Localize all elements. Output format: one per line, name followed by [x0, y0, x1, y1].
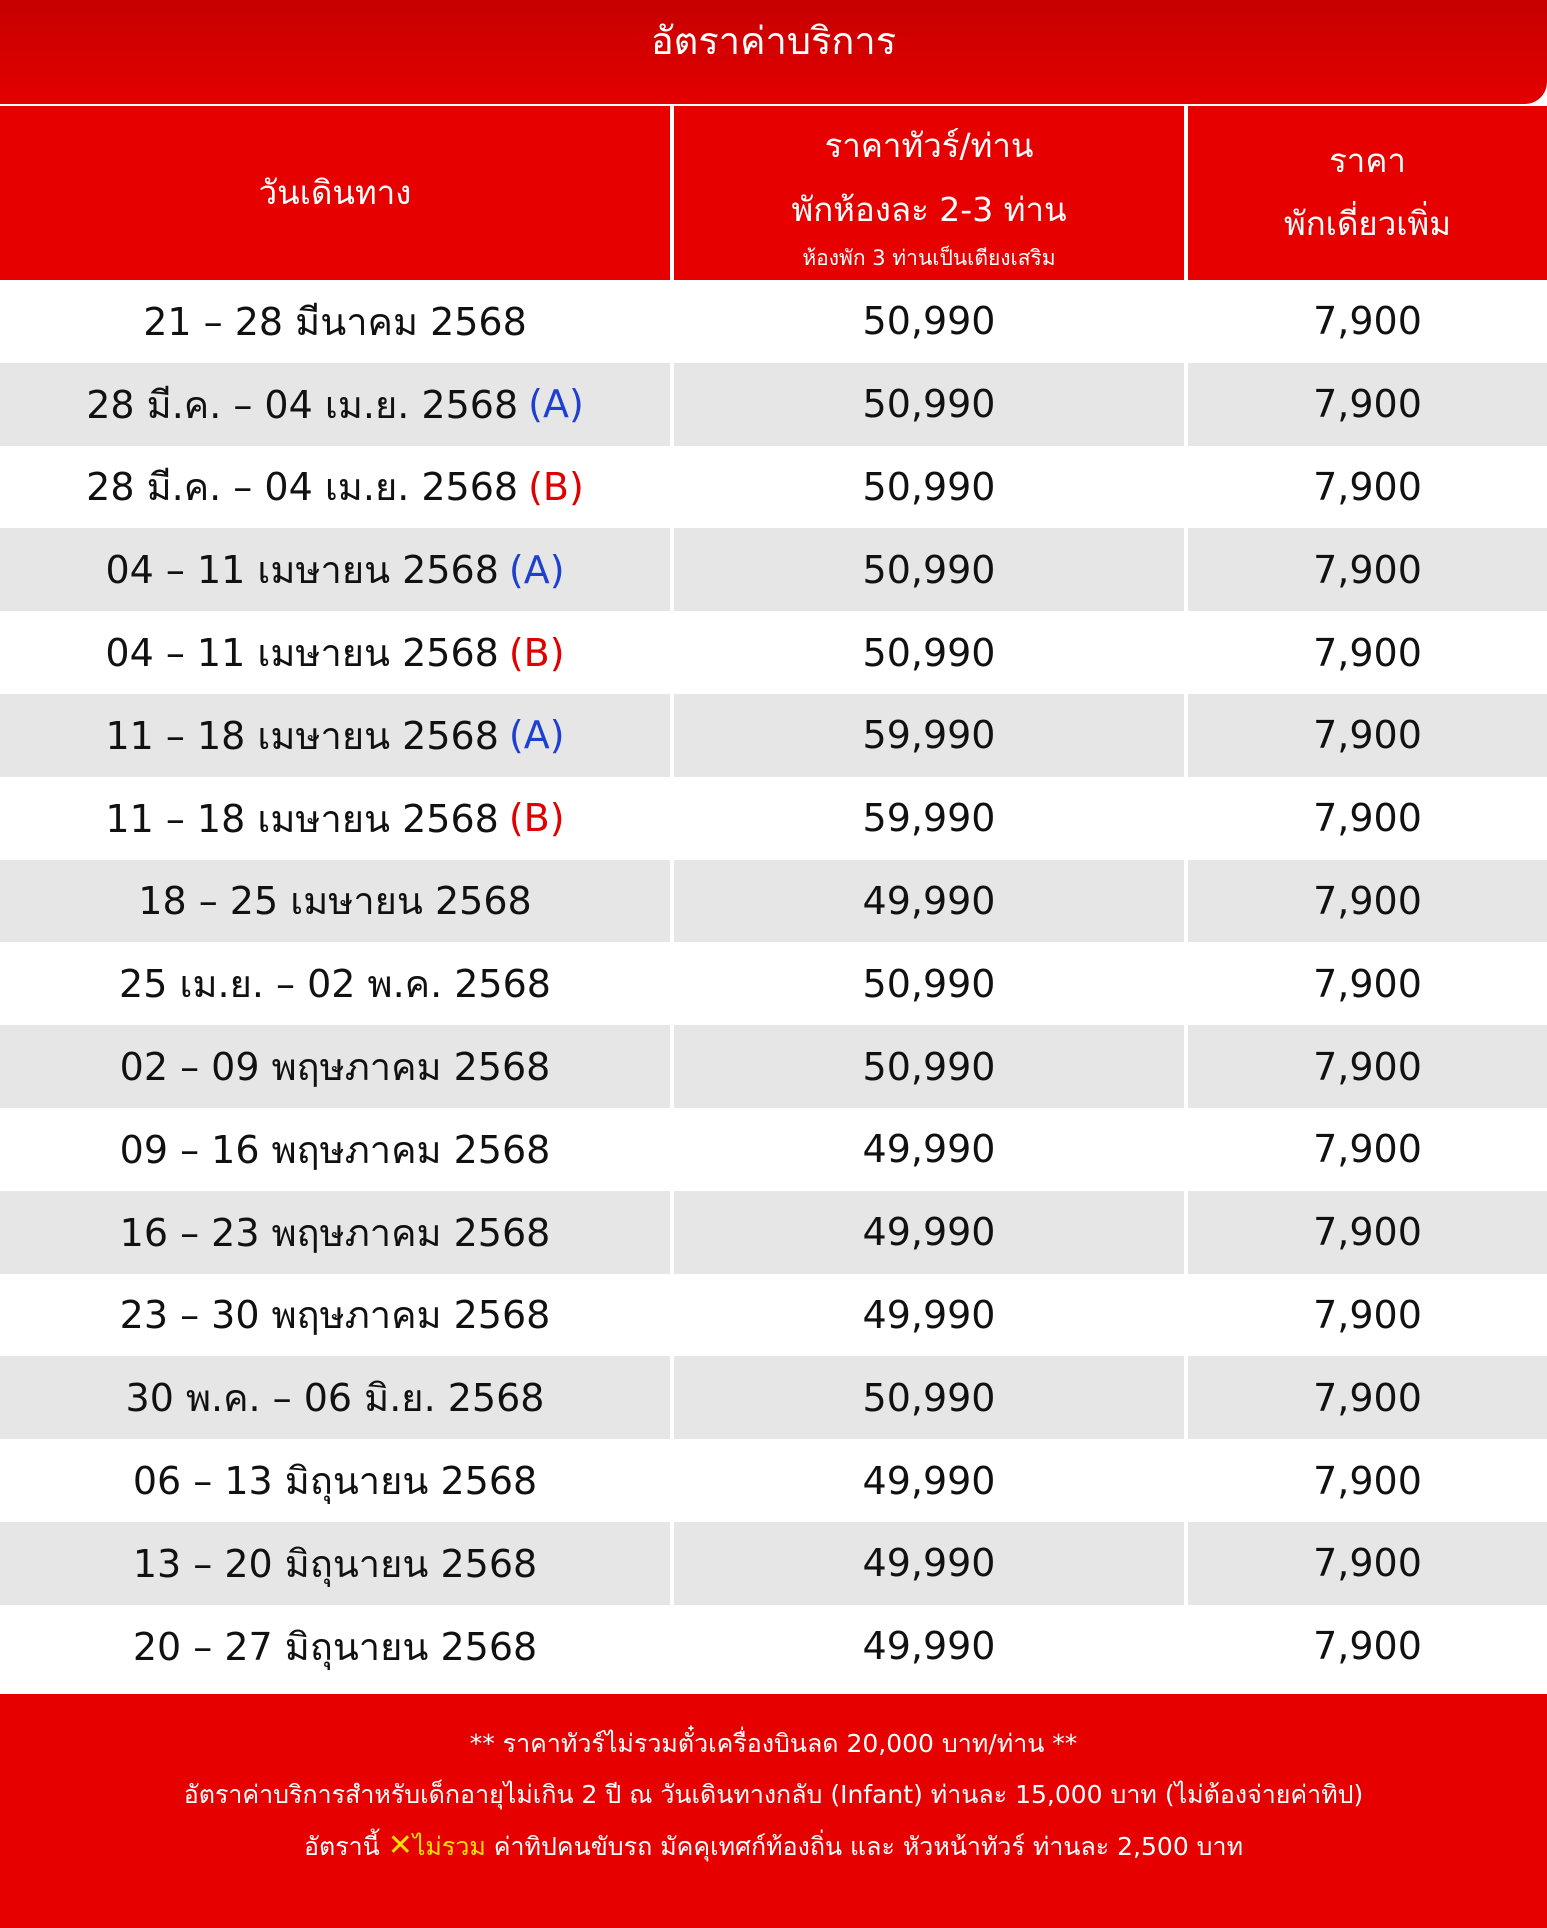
travel-date: 25 เม.ย. – 02 พ.ค. 2568 [119, 962, 551, 1007]
travel-date-cell [0, 1439, 674, 1522]
header-single-line2: พักเดี่ยวเพิ่ม [1283, 204, 1452, 243]
table-row [0, 942, 1547, 1025]
travel-date-cell [0, 1605, 674, 1688]
tour-price-cell: 59,990 [674, 777, 1188, 860]
footer-note-airfare: ** ราคาทัวร์ไม่รวมตั๋วเครื่องบินลด 20,000 บาท/ท่าน ** [469, 1729, 1078, 1758]
tour-price-cell: 49,990 [674, 1108, 1188, 1191]
header-single-line1: ราคา [1329, 141, 1406, 181]
header-tour-price-line2: พักห้องละ 2-3 ท่าน [791, 190, 1067, 230]
travel-date: 11 – 18 เมษายน 2568 [105, 796, 499, 841]
single-supplement-cell: 7,900 [1313, 1375, 1422, 1420]
tour-price-cell: 49,990 [674, 1522, 1188, 1605]
single-supplement-cell: 7,900 [1313, 1127, 1422, 1172]
single-supplement-cell: 7,900 [1313, 1624, 1422, 1669]
table-row [0, 1274, 1547, 1357]
table-row [0, 1191, 1547, 1274]
travel-date: 23 – 30 พฤษภาคม 2568 [119, 1293, 551, 1338]
travel-date: 09 – 16 พฤษภาคม 2568 [119, 1127, 551, 1172]
group-tag: (B) [508, 796, 565, 841]
table-row [0, 528, 1547, 611]
price-table-body [0, 280, 1547, 1688]
travel-date: 13 – 20 มิถุนายน 2568 [132, 1541, 538, 1586]
single-supplement-cell: 7,900 [1313, 464, 1422, 509]
header-travel-date: วันเดินทาง [0, 106, 670, 280]
table-row [0, 1605, 1547, 1688]
header-single-supplement [1188, 106, 1547, 280]
tour-price-cell: 50,990 [674, 1356, 1188, 1439]
tour-price-cell: 50,990 [674, 1025, 1188, 1108]
tour-price-cell: 50,990 [674, 942, 1188, 1025]
table-row [0, 860, 1547, 943]
travel-date-cell [0, 860, 674, 943]
table-row [0, 363, 1547, 446]
tour-price-cell: 50,990 [674, 363, 1188, 446]
header-tour-price-line1: ราคาทัวร์/ท่าน [824, 126, 1034, 165]
single-supplement-cell: 7,900 [1313, 1044, 1422, 1089]
table-row [0, 611, 1547, 694]
page-title: อัตราค่าบริการ [650, 18, 897, 63]
tour-price-cell: 59,990 [674, 694, 1188, 777]
table-header [0, 106, 1547, 280]
travel-date-cell [0, 611, 674, 694]
header-tour-price-note: ห้องพัก 3 ท่านเป็นเตียงเสริม [802, 245, 1056, 270]
single-supplement-cell: 7,900 [1313, 1458, 1422, 1503]
travel-date-cell [0, 1356, 674, 1439]
footer-note-tips: อัตรานี้ ✕ไม่รวม ค่าทิปคนขับรถ มัคคุเทศก์ท้องถิ่น และ หัวหน้าทัวร์ ท่านละ 2,500 บาท [303, 1828, 1244, 1863]
travel-date: 28 มี.ค. – 04 เม.ย. 2568 [86, 465, 519, 510]
single-supplement-cell: 7,900 [1313, 878, 1422, 923]
tour-price-cell: 50,990 [674, 446, 1188, 529]
single-supplement-cell: 7,900 [1313, 630, 1422, 675]
travel-date: 30 พ.ค. – 06 มิ.ย. 2568 [125, 1376, 545, 1421]
table-row [0, 1108, 1547, 1191]
single-supplement-cell: 7,900 [1313, 1292, 1422, 1337]
page-title-bar [0, 0, 1547, 104]
tour-price-cell: 50,990 [674, 611, 1188, 694]
tour-price-cell: 49,990 [674, 1439, 1188, 1522]
travel-date: 02 – 09 พฤษภาคม 2568 [119, 1045, 551, 1090]
travel-date-cell [0, 1522, 674, 1605]
footer-note-infant: อัตราค่าบริการสำหรับเด็กอายุไม่เกิน 2 ปี ณ วันเดินทางกลับ (Infant) ท่านละ 15,000 บาท (ไม่ต้องจ่ายค่าทิป) [183, 1780, 1364, 1809]
travel-date-cell [0, 363, 674, 446]
table-row [0, 1025, 1547, 1108]
travel-date-cell [0, 777, 674, 860]
travel-date-cell [0, 528, 674, 611]
table-row [0, 1522, 1547, 1605]
table-row [0, 1356, 1547, 1439]
group-tag: (A) [508, 713, 565, 758]
travel-date: 18 – 25 เมษายน 2568 [138, 879, 532, 924]
travel-date: 20 – 27 มิถุนายน 2568 [132, 1624, 538, 1669]
travel-date: 28 มี.ค. – 04 เม.ย. 2568 [86, 382, 519, 427]
travel-date-cell [0, 1274, 674, 1357]
header-tour-price [674, 106, 1184, 280]
travel-date-cell [0, 280, 674, 363]
travel-date: 04 – 11 เมษายน 2568 [105, 631, 499, 676]
table-row [0, 694, 1547, 777]
tour-price-cell: 49,990 [674, 860, 1188, 943]
single-supplement-cell: 7,900 [1313, 382, 1422, 427]
table-row [0, 1439, 1547, 1522]
group-tag: (A) [528, 382, 584, 427]
travel-date: 21 – 28 มีนาคม 2568 [143, 299, 527, 344]
single-supplement-cell: 7,900 [1313, 547, 1422, 592]
travel-date: 16 – 23 พฤษภาคม 2568 [119, 1210, 551, 1255]
travel-date-cell [0, 694, 674, 777]
table-row [0, 777, 1547, 860]
travel-date-cell [0, 1191, 674, 1274]
travel-date-cell [0, 942, 674, 1025]
not-included-label: ไม่รวม [412, 1832, 486, 1861]
single-supplement-cell: 7,900 [1313, 796, 1422, 841]
travel-date: 04 – 11 เมษายน 2568 [105, 548, 499, 593]
single-supplement-cell: 7,900 [1313, 713, 1422, 758]
travel-date-cell [0, 446, 674, 529]
travel-date: 11 – 18 เมษายน 2568 [105, 713, 499, 758]
cross-icon: ✕ [387, 1828, 413, 1863]
travel-date: 06 – 13 มิถุนายน 2568 [132, 1459, 538, 1504]
single-supplement-cell: 7,900 [1313, 961, 1422, 1006]
tour-price-cell: 50,990 [674, 528, 1188, 611]
tour-price-cell: 49,990 [674, 1274, 1188, 1357]
tour-price-cell: 50,990 [674, 280, 1188, 363]
group-tag: (B) [528, 464, 584, 509]
group-tag: (A) [508, 547, 565, 592]
travel-date-cell [0, 1108, 674, 1191]
tour-price-cell: 49,990 [674, 1605, 1188, 1688]
single-supplement-cell: 7,900 [1313, 1210, 1422, 1255]
tour-price-cell: 49,990 [674, 1191, 1188, 1274]
group-tag: (B) [508, 630, 565, 675]
travel-date-cell [0, 1025, 674, 1108]
single-supplement-cell: 7,900 [1313, 299, 1422, 344]
footer-notes [0, 1694, 1547, 1928]
table-row [0, 446, 1547, 529]
single-supplement-cell: 7,900 [1313, 1541, 1422, 1586]
table-row [0, 280, 1547, 363]
